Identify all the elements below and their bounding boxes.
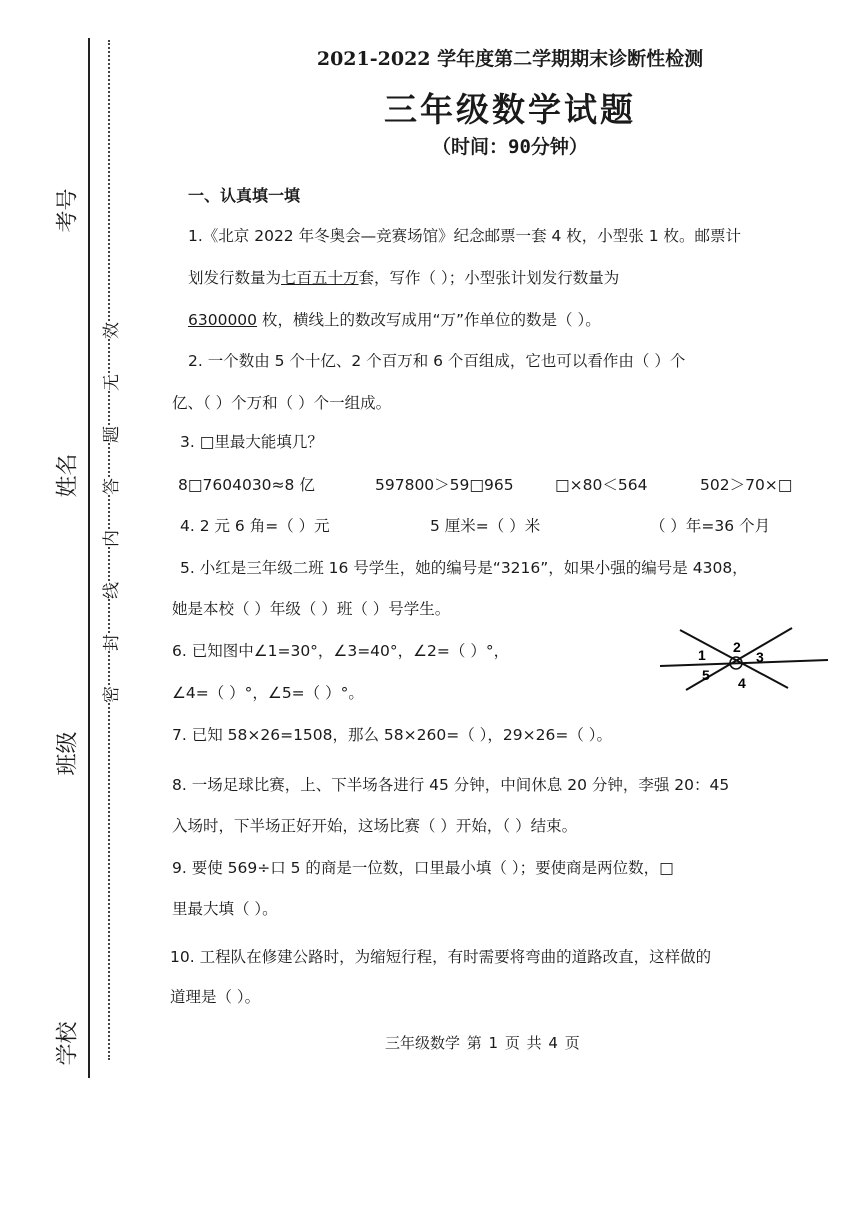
q1-underlined-number: 七百五十万 [281,269,359,287]
seal-char: 无 [95,374,124,391]
seal-char: 密 [95,686,124,703]
q4-item-a: 4. 2 元 6 角=（ ）元 [180,517,330,535]
q1-text: 划发行数量为 [188,269,282,287]
q1-underlined-number: 6300000 [188,311,258,329]
question-6-line-2: ∠4=（ ）°，∠5=（ ）°。 [172,684,364,702]
seal-char: 内 [95,530,124,547]
question-7: 7. 已知 58×26=1508，那么 58×260=（ ），29×26=（ ）。 [172,726,612,744]
question-5-line-1: 5. 小红是三年级二班 16 号学生，她的编号是“3216”，如果小强的编号是 4308， [180,559,748,577]
exam-time: （时间：90分钟） [432,136,588,158]
question-10-line-2: 道理是（ ）。 [170,988,261,1006]
exam-main-title: 三年级数学试题 [384,90,636,129]
angle-label-2: 2 [733,639,741,655]
q1-text: 套，写作（ ）；小型张计划发行数量为 [358,269,620,287]
question-2-line-2: 亿、（ ）个万和（ ）个一组成。 [172,394,392,412]
question-3-prompt: 3. □里最大能填几？ [180,433,323,451]
seal-char: 答 [95,478,124,495]
seal-char: 线 [95,582,124,599]
q3-item-d: 502＞70×□ [700,476,793,494]
question-5-line-2: 她是本校（ ）年级（ ）班（ ）号学生。 [172,600,451,618]
q3-item-b: 597800＞59□965 [375,476,514,494]
question-2-line-1: 2. 一个数由 5 个十亿、2 个百万和 6 个百组成，它也可以看作由（ ）个 [188,352,686,370]
question-6-line-1: 6. 已知图中∠1=30°，∠3=40°，∠2=（ ）°， [172,642,510,660]
question-10-line-1: 10. 工程队在修建公路时，为缩短行程，有时需要将弯曲的道路改直，这样做的 [170,948,712,966]
seal-char: 封 [95,634,124,651]
q4-item-b: 5 厘米=（ ）米 [430,517,541,535]
q3-item-c: □×80＜564 [555,476,648,494]
seal-char: 题 [95,426,124,443]
q4-item-c: （ ）年=36 个月 [650,517,771,535]
question-8-line-2: 入场时，下半场正好开始，这场比赛（ ）开始，（ ）结束。 [172,817,578,835]
question-1-line-3 [188,309,853,331]
question-9-line-2: 里最大填（ ）。 [172,900,278,918]
question-1-line-1: 1.《北京 2022 年冬奥会—竞赛场馆》纪念邮票一套 4 枚，小型张 1 枚。邮票计 [188,227,742,245]
binding-margin [0,0,150,1100]
exam-no-label: 考号 [55,188,81,233]
question-8-line-1: 8. 一场足球比赛，上、下半场各进行 45 分钟，中间休息 20 分钟，李强 20：45 [172,776,730,794]
q3-item-a: 8□7604030≈8 亿 [178,476,315,494]
margin-rule [88,38,90,1078]
page-footer: 三年级数学 第 1 页 共 4 页 [385,1034,580,1052]
angle-label-3: 3 [756,649,764,665]
question-1-line-2 [188,267,853,289]
angle-label-5: 5 [702,667,710,683]
section-title: 一、认真填一填 [188,186,301,205]
angle-label-1: 1 [698,647,706,663]
name-label: 姓名 [55,453,81,498]
q1-text: 枚，横线上的数改写成用“万”作单位的数是（ ）。 [257,311,601,329]
angle-figure [658,622,830,692]
school-label: 学校 [55,1021,81,1066]
class-label: 班级 [55,731,81,776]
question-9-line-1: 9. 要使 569÷口 5 的商是一位数，口里最小填（ ）；要使商是两位数，□ [172,859,674,877]
exam-year-title: 2021-2022 学年度第二学期期末诊断性检测 [316,48,704,70]
seal-char: 效 [95,322,124,339]
angle-label-4: 4 [738,675,746,691]
seal-dotted-line [108,40,110,1060]
